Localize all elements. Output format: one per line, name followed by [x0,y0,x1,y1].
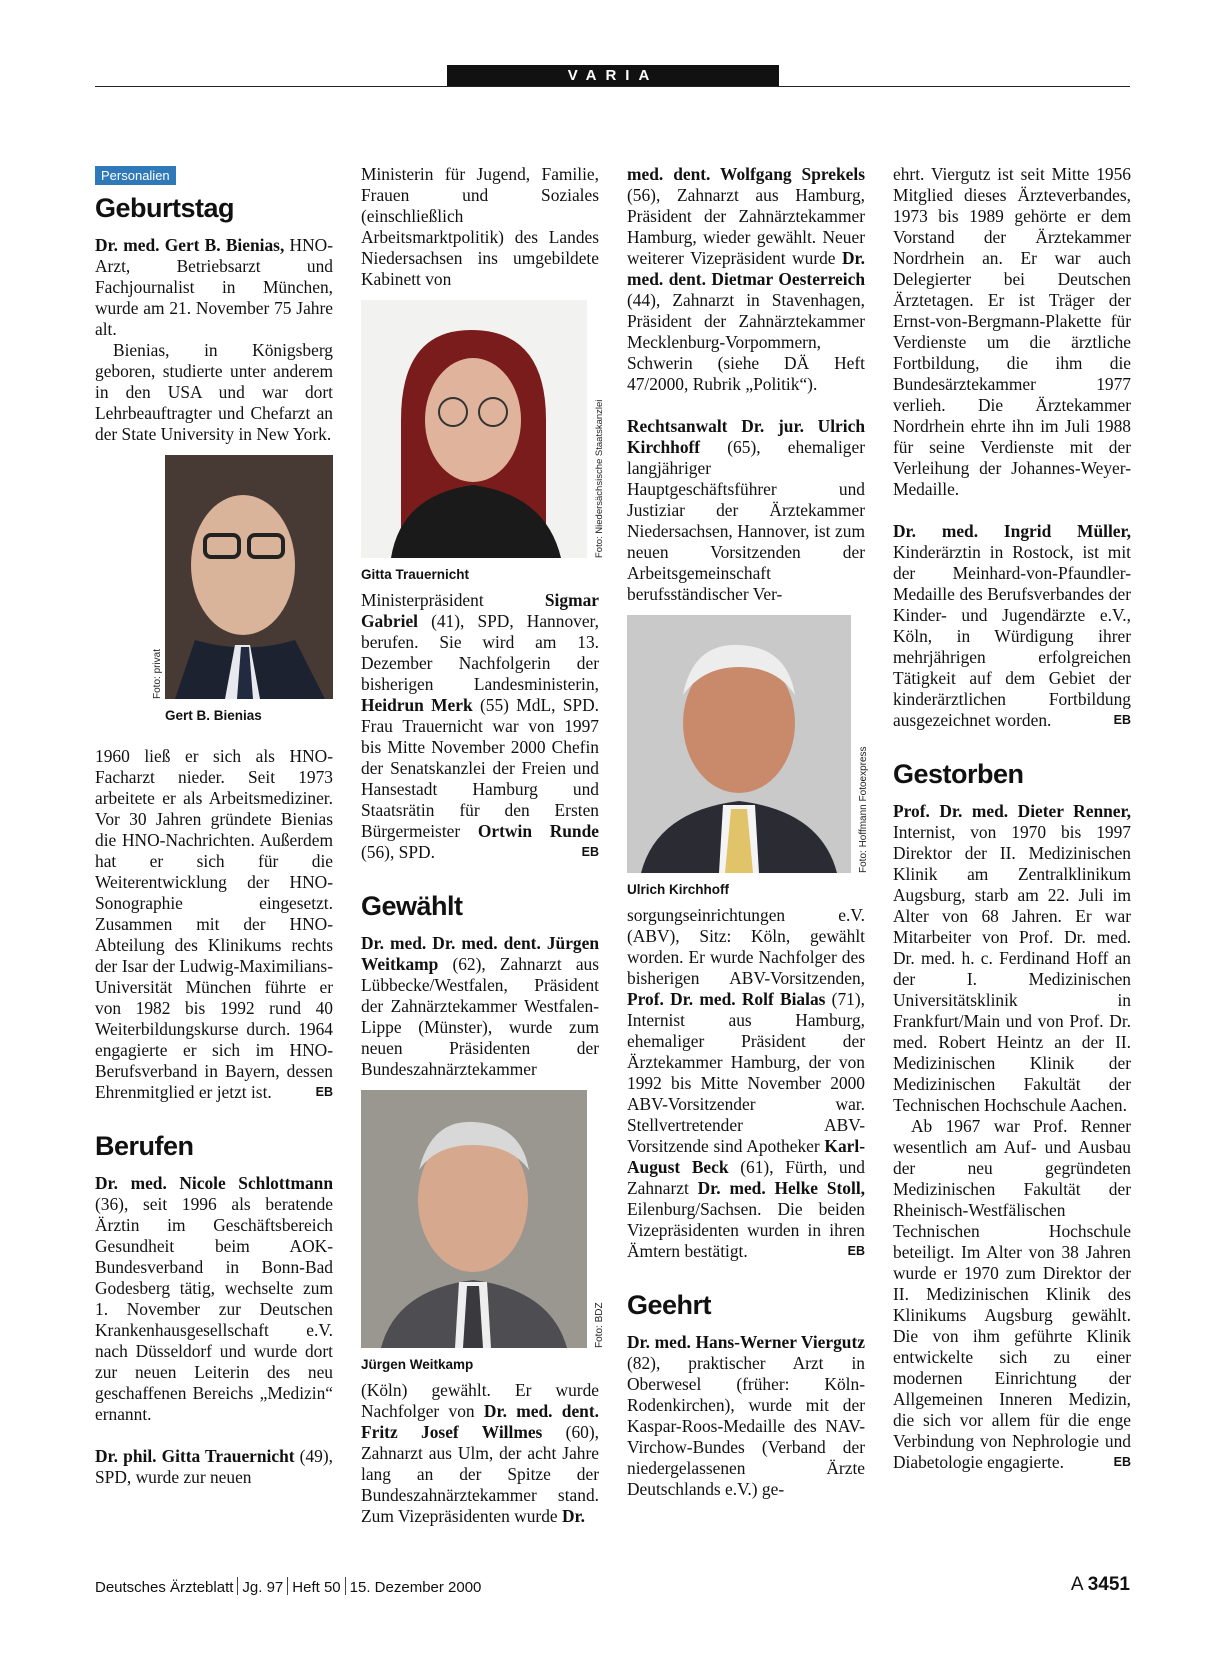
photo-caption: Gert B. Bienias [165,708,262,723]
portrait-bienias-illustration [165,455,333,699]
photo-credit: Foto: Niedersächsische Staatskanzlei [594,399,605,558]
photo-trauernicht [361,300,605,582]
person-name: Dr. med. dent. Dietmar Oesterreich [627,248,865,289]
paragraph: Rechtsanwalt Dr. jur. Ulrich Kirchhoff (65), ehemaliger langjähriger Hauptgeschäftsführer und Justiziar der Ärztekammer Niedersachsen, Hannover, ist zum neuen Vorsitzenden der Arbeitsgemeinschaft berufsständischer Ver- [627,416,865,604]
person-name: Sigmar Gabriel [361,590,599,631]
text-lower: 1960 ließ er sich als HNO-Facharzt nieder. Seit 1973 arbeitete er als Arbeitsmediziner. Vor 30 Jahren gründete Bienias die HNO-Nachrichten. Außerdem hat er sich für die Weiterentwicklung der HNO-Sonographie eingesetzt. Zusammen mit der HNO-Abteilung des Klinikums rechts der Isar der Ludwig-Maximilians-Universität München führte er von 1982 bis 1992 rund 40 Weiterbildungskurse durch. 1964 engagierte er sich im HNO-Berufsverband in Bayern, dessen Ehrenmitglied er jetzt ist. [95,746,333,1102]
person-name: Dr. med. Dr. med. dent. Jürgen Weitkamp [361,933,599,974]
person-name: med. dent. Wolfgang Sprekels [627,164,865,184]
paragraph: Ministerin für Jugend, Familie, Frauen und Soziales (einschließlich Arbeitsmarktpolitik) des Landes Niedersachsen ins umgebildete Kabinett von [361,164,599,289]
paragraph: Dr. med. Hans-Werner Viergutz (82), praktischer Arzt in Oberwesel (früher: Köln-Rodenkirchen), wurde mit der Kaspar-Roos-Medaille des NAV-Virchow-Bundes (Verband der niedergelassenen Ärzte Deutschlands e.V.) ge- [627,1332,865,1499]
paragraph [95,340,333,445]
paragraph: Dr. med. Nicole Schlottmann (36), seit 1996 als beratende Ärztin im Geschäftsbereich Gesundheit beim AOK-Bundesverband in Bonn-Bad Godesberg tätig, wechselte zum 1. November zur Deutschen Krankenhausgesellschaft e.V. nach Düsseldorf und wurde dort zur neuen Leiterin des neu geschaffenen Bereichs „Medizin“ ernannt. [95,1173,333,1424]
author-initials: EB [581,845,599,859]
person-name: Dr. phil. Gitta Trauernicht [95,1446,295,1466]
page-number: A 3451 [1070,1574,1130,1595]
photo-bienias [95,455,333,738]
paragraph: Ministerpräsident Sigmar Gabriel (41), SPD, Hannover, berufen. Sie wird am 13. Dezember Nachfolgerin der bisherigen Landesministerin, Heidrun Merk (55) MdL, SPD. Frau Trauernicht war von 1997 bis Mitte November 2000 Chefin der Senatskanzlei der Freien und Hansestadt Hamburg und Staatsrätin für den Ersten Bürgermeister Ortwin Runde (56), SPD. EB [361,590,599,862]
section-header: VARIA [447,65,779,86]
photo-credit: Foto: BDZ [594,1302,605,1348]
photo-caption: Jürgen Weitkamp [361,1357,474,1372]
author-initials: EB [1113,713,1131,727]
category-badge: Personalien [95,166,176,185]
person-name: Heidrun Merk [361,695,473,715]
footer-divider [237,1577,238,1595]
portrait-image [165,455,333,699]
portrait-trauernicht-illustration [361,300,587,558]
paragraph [95,746,333,1103]
photo-credit: Foto: Hoffmann Fotoexpress [858,746,869,873]
heading-geburtstag: Geburtstag [95,193,235,223]
paragraph: Dr. med. Dr. med. dent. Jürgen Weitkamp (62), Zahnarzt aus Lübbecke/Westfalen, Präsident der Zahnärztekammer Westfalen-Lippe (Münster), wurde zum neuen Präsidenten der Bundeszahnärztekammer [361,933,599,1079]
issue-date: 15. Dezember 2000 [349,1579,482,1596]
author-initials: EB [315,1085,333,1099]
photo-weitkamp [361,1090,605,1372]
person-name: Prof. Dr. med. Dieter Renner, [893,801,1131,821]
paragraph: Ab 1967 war Prof. Renner wesentlich am Auf- und Ausbau der neu gegründeten Medizinischen Fakultät der Rheinisch-Westfälischen Technischen Hochschule beteiligt. Im Alter von 38 Jahren wurde er 1970 zum Direktor der II. Medizinischen Klinik des Klinikums Augsburg gewählt. Die von ihm geführte Klinik entwickelte sich zu einer modernen Einrichtung der Allgemeinen Inneren Medizin, die sich vor allem für die enge Verbindung von Nephrologie und Diabetologie engagierte. EB [893,1116,1131,1472]
page-footer [95,1577,481,1596]
header-rule [95,86,1130,87]
person-name: Dr. [561,1506,586,1526]
person-name: Ortwin Runde [477,821,599,841]
journal-volume: Jg. 97 [242,1579,284,1596]
journal-issue: Heft 50 [292,1579,341,1596]
person-name: Dr. med. dent. Fritz Josef Willmes [361,1401,599,1442]
paragraph: ehrt. Viergutz ist seit Mitte 1956 Mitglied dieses Ärzteverbandes, 1973 bis 1989 gehörte er dem Vorstand der Ärztekammer Nordrhein an. Er war auch Delegierter bei Deutschen Ärztetagen. Er ist Träger der Ernst-von-Bergmann-Plakette für Verdienste um die ärztliche Fortbildung, die ihm die Bundesärztekammer 1977 verlieh. Die Ärztekammer Nordrhein ehrte ihn im Juli 1988 für seine Verdienste mit der Verleihung der Johannes-Weyer-Medaille. [893,164,1131,499]
photo-kirchhoff [627,615,869,897]
portrait-image [361,1090,587,1348]
person-name: Dr. med. Gert B. Bienias, [95,235,285,255]
paragraph: Dr. phil. Gitta Trauernicht (49), SPD, wurde zur neuen [95,1446,333,1487]
photo-credit: Foto: privat [152,648,163,699]
column-3 [627,164,869,1500]
paragraph: med. dent. Wolfgang Sprekels (56), Zahnarzt aus Hamburg, Präsident der Zahnärztekammer Hamburg, wieder gewählt. Neuer weiterer Vizepräsident wurde Dr. med. dent. Dietmar Oesterreich (44), Zahnarzt in Stavenhagen, Präsident der Zahnärztekammer Mecklenburg-Vorpommern, Schwerin (siehe DÄ Heft 47/2000, Rubrik „Politik“). [627,164,865,394]
person-name: Rechtsanwalt Dr. jur. Ulrich Kirchhoff [627,416,865,457]
paragraph: Dr. med. Ingrid Müller, Kinderärztin in Rostock, ist mit der Meinhard-von-Pfaundler-Medaille des Berufsverbandes der Kinder- und Jugendärzte e.V., Köln, in Würdigung ihrer mehrjährigen erfolgreichen Tätigkeit auf dem Gebiet der kinderärztlichen Fortbildung ausgezeichnet worden. EB [893,521,1131,730]
paragraph: Dr. med. Gert B. Bienias, HNO-Arzt, Betriebsarzt und Fachjournalist in München, wurde am 21. November 75 Jahre alt. [95,235,334,339]
column-2 [361,164,605,1527]
heading-gestorben: Gestorben [893,759,1024,789]
portrait-kirchhoff-illustration [627,615,851,873]
text-upper: Bienias, in Königsberg geboren, studierte unter anderem in den USA und war dort Lehrbeauftragter und Chefarzt an der State University in New York. [95,340,333,444]
author-initials: EB [847,1244,865,1258]
paragraph: Prof. Dr. med. Dieter Renner, Internist, von 1970 bis 1997 Direktor der II. Medizinischen Klinik am Zentralklinikum Augsburg, starb am 22. Juli im Alter von 68 Jahren. Er war Mitarbeiter von Prof. Dr. med. Dr. med. h. c. Ferdinand Hoff an der I. Medizinischen Universitätsklinik in Frankfurt/Main und von Prof. Dr. med. Robert Heintz an der II. Medizinischen Klinik der Medizinischen Fakultät der Technischen Hochschule Aachen. [893,801,1131,1115]
person-name: Dr. med. Nicole Schlottmann [95,1173,333,1193]
paragraph: (Köln) gewählt. Er wurde Nachfolger von Dr. med. dent. Fritz Josef Willmes (60), Zahnarzt aus Ulm, der acht Jahre lang an der Spitze der Bundeszahnärztekammer stand. Zum Vizepräsidenten wurde Dr. [361,1380,599,1526]
person-name: Prof. Dr. med. Rolf Bialas [627,989,826,1009]
column-1 [95,164,333,1488]
footer-divider [345,1577,346,1595]
heading-geehrt: Geehrt [627,1290,712,1320]
person-name: Karl-August Beck [627,1136,865,1177]
journal-name: Deutsches Ärzteblatt [95,1579,234,1596]
person-name: Dr. med. Ingrid Müller, [893,521,1131,541]
portrait-image [361,300,587,558]
portrait-weitkamp-illustration [361,1090,587,1348]
column-4 [893,164,1131,1473]
portrait-image [627,615,851,873]
person-name: Dr. med. Helke Stoll, [697,1178,865,1198]
author-initials: EB [1113,1455,1131,1469]
footer-divider [287,1577,288,1595]
heading-berufen: Berufen [95,1131,194,1161]
person-name: Dr. med. Hans-Werner Viergutz [627,1332,865,1352]
photo-caption: Ulrich Kirchhoff [627,882,730,897]
heading-gewaehlt: Gewählt [361,891,463,921]
paragraph: sorgungseinrichtungen e.V. (ABV), Sitz: Köln, gewählt worden. Er wurde Nachfolger des bisherigen ABV-Vorsitzenden, Prof. Dr. med. Rolf Bialas (71), Internist aus Hamburg, ehemaliger Präsident der Ärztekammer Hamburg, der von 1992 bis Mitte November 2000 ABV-Vorsitzender war. Stellvertretender ABV-Vorsitzende sind Apotheker Karl-August Beck (61), Fürth, und Zahnarzt Dr. med. Helke Stoll, Eilenburg/Sachsen. Die beiden Vizepräsidenten wurden in ihren Ämtern bestätigt. EB [627,905,866,1261]
photo-caption: Gitta Trauernicht [361,567,470,582]
